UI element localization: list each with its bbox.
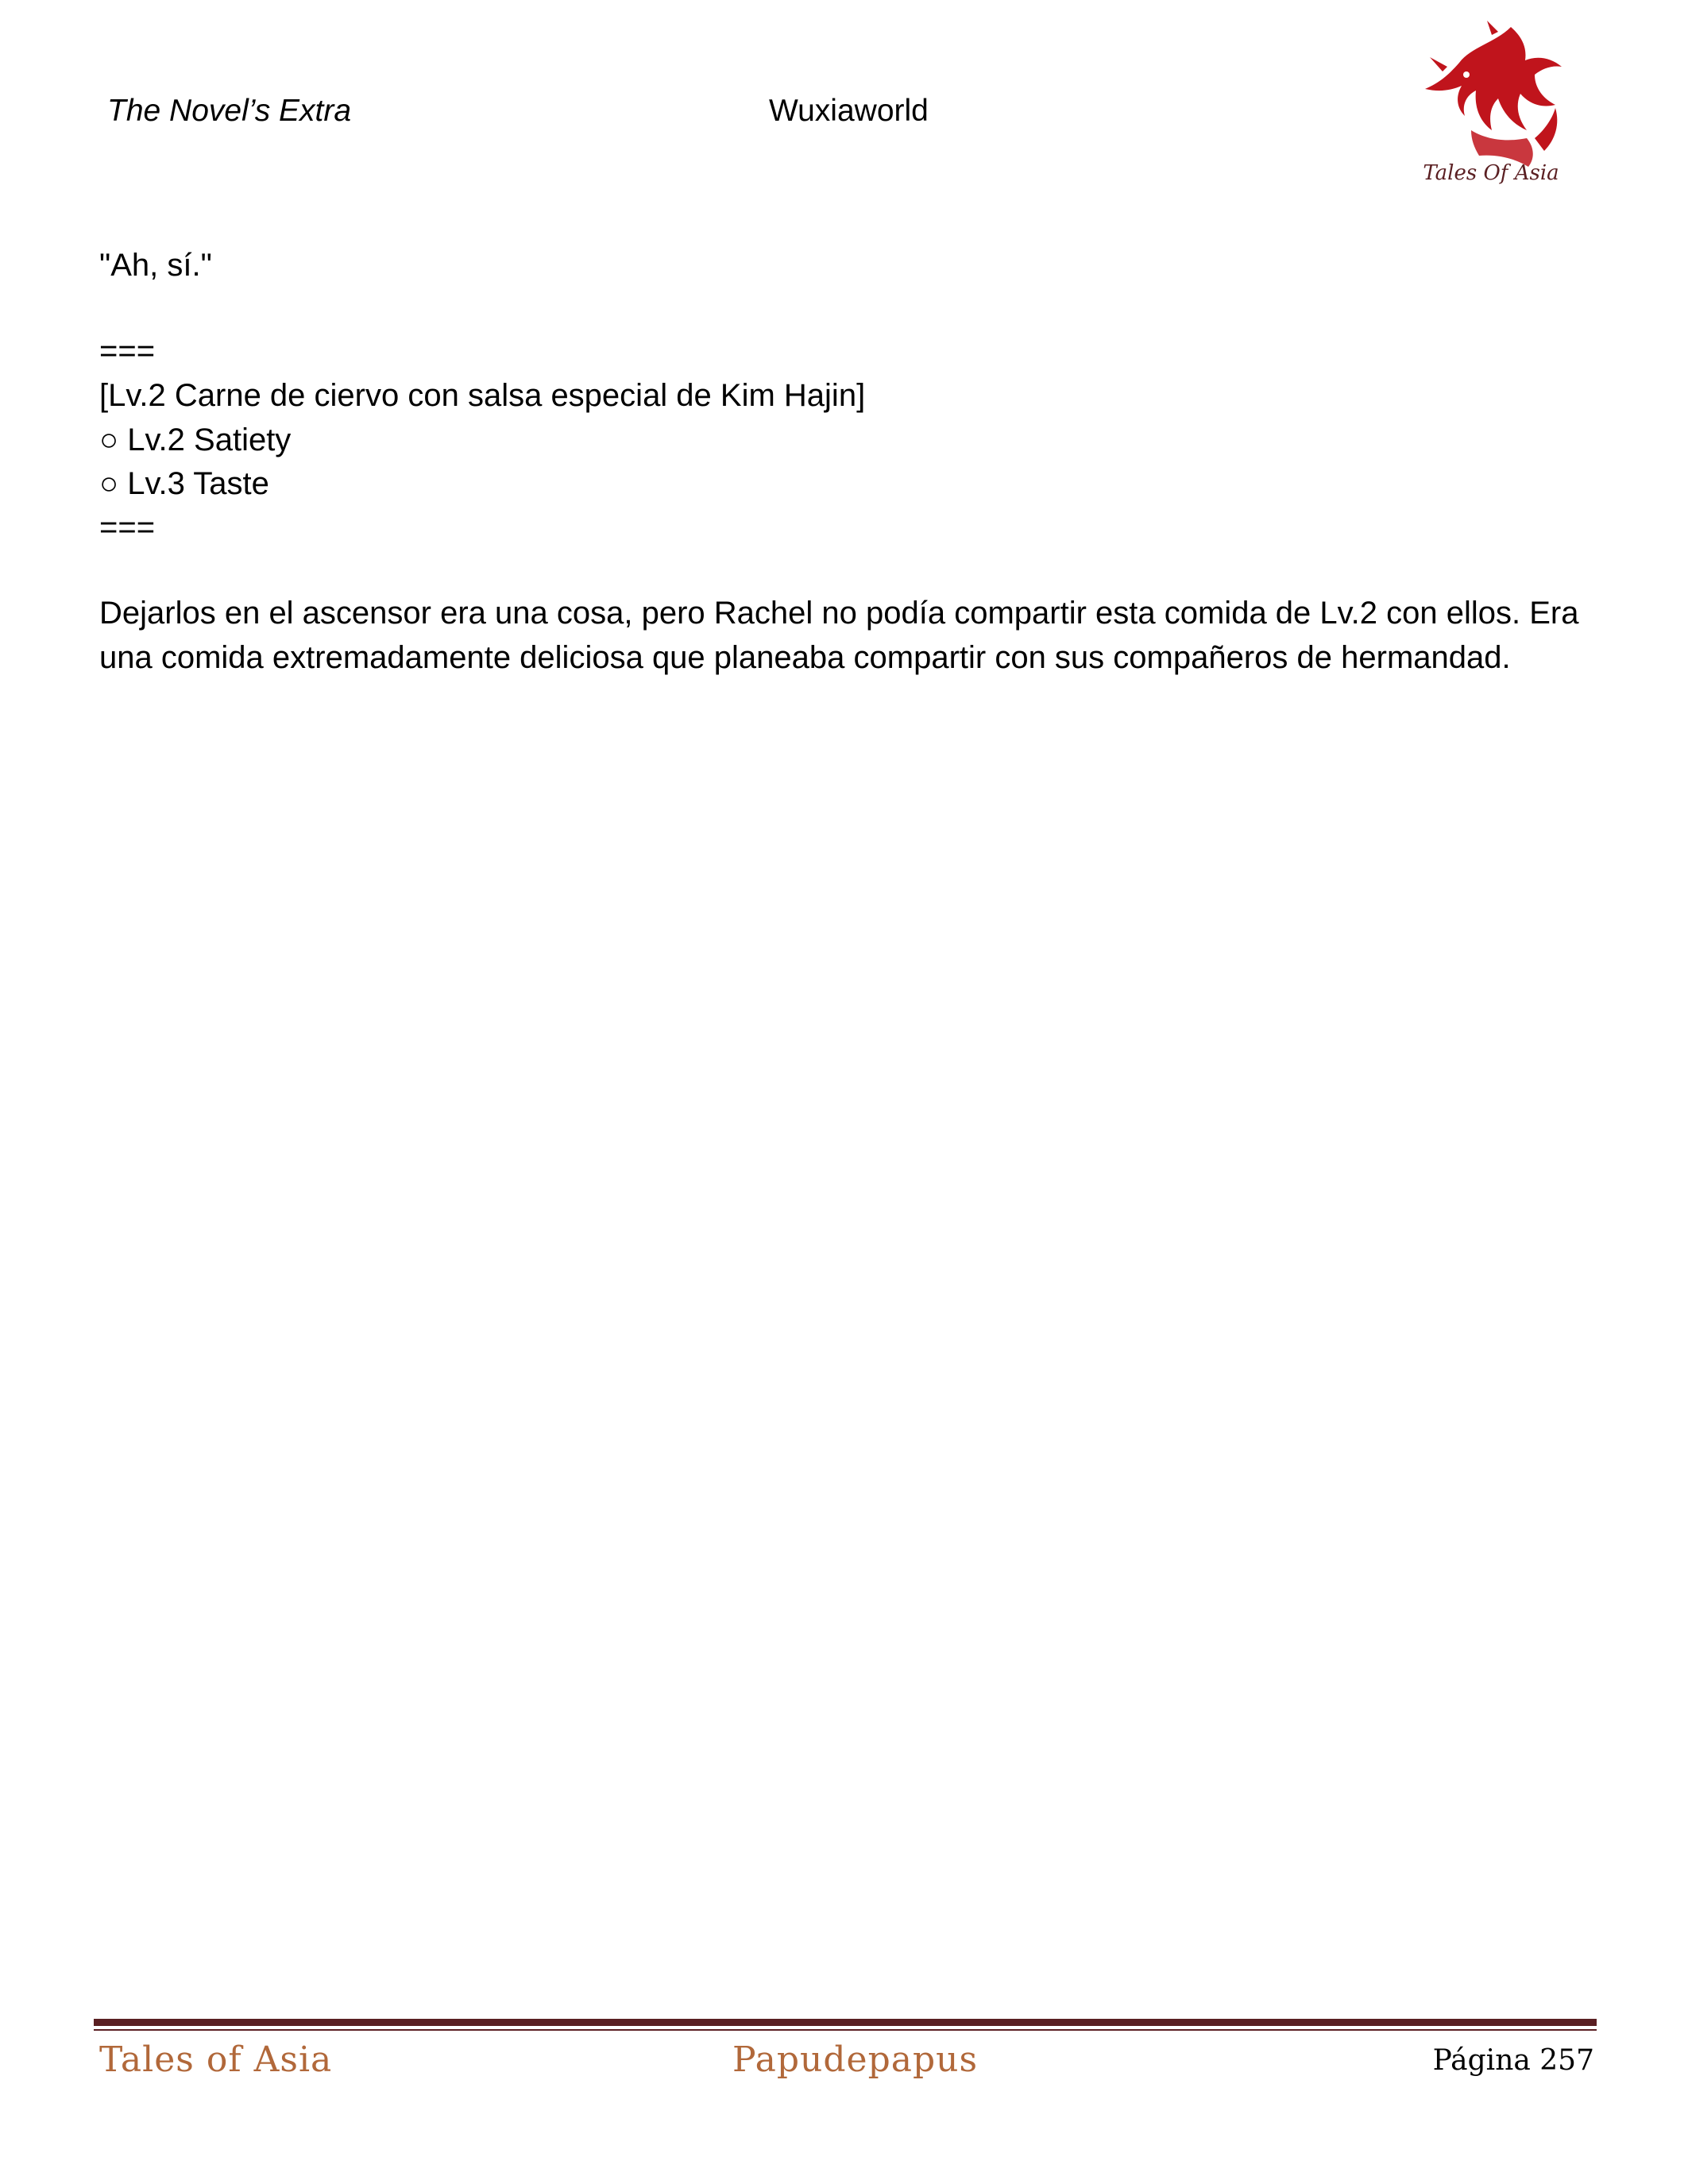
- header-source: Wuxiaworld: [769, 94, 929, 128]
- stat-satiety: ○ Lv.2 Satiety: [99, 423, 292, 457]
- footer-site-name: Tales of Asia: [99, 2039, 333, 2080]
- footer-page-number: Página 257: [1432, 2044, 1594, 2077]
- stat-taste: ○ Lv.3 Taste: [99, 466, 269, 501]
- item-title: [Lv.2 Carne de ciervo con salsa especial de Kim Hajin]: [99, 378, 866, 413]
- logo-text: Tales Of Asia: [1423, 161, 1559, 185]
- narrative-paragraph: Dejarlos en el ascensor era una cosa, pero Rachel no podía compartir esta comida de Lv.2 con ellos. Era una comida extremadamente deliciosa que planeaba compartir con sus compañeros de hermandad.: [99, 596, 1579, 675]
- separator-top: ===: [99, 334, 156, 369]
- dialogue-line: "Ah, sí.": [99, 248, 212, 283]
- footer-rule-thick: [94, 2019, 1597, 2026]
- header-novel-title: The Novel’s Extra: [107, 94, 352, 128]
- footer-translator: Papudepapus: [732, 2039, 979, 2080]
- dragon-logo-icon: [1416, 19, 1566, 190]
- footer-rule-thin: [94, 2029, 1597, 2031]
- separator-bottom: ===: [99, 510, 156, 545]
